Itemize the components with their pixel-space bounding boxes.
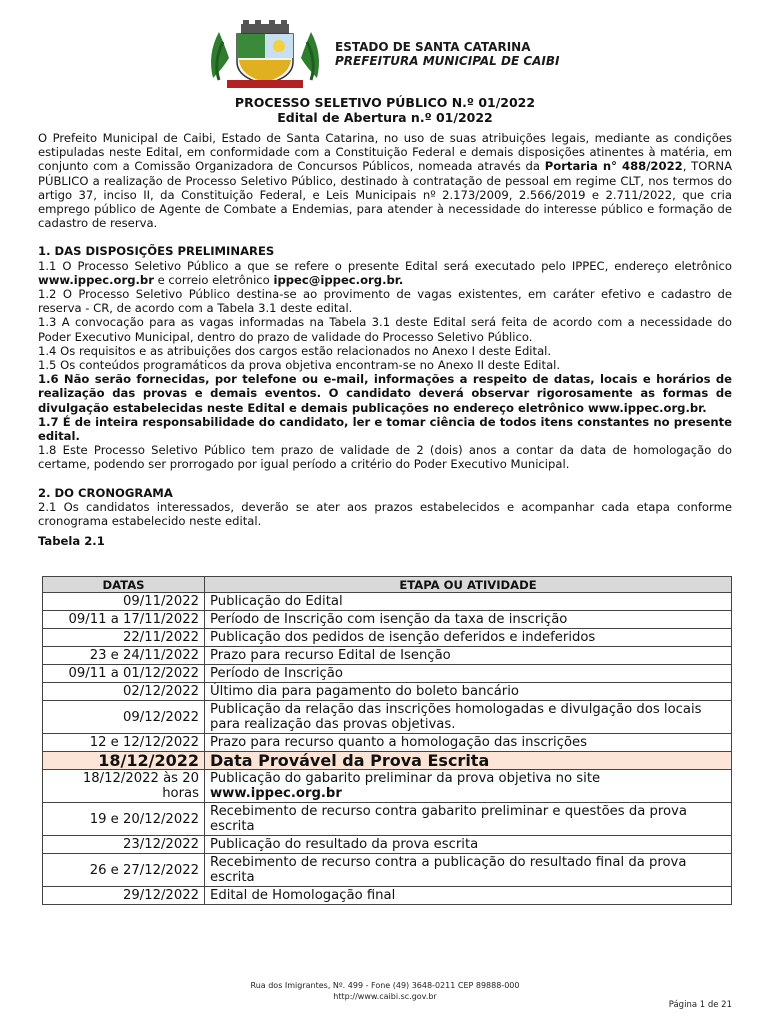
ippec-email-link[interactable]: ippec@ippec.org.br. — [273, 272, 404, 287]
table-row — [43, 836, 732, 854]
document-title — [0, 95, 770, 125]
row-date: 23 e 24/11/2022 — [43, 647, 205, 665]
org-prefecture: PREFEITURA MUNICIPAL DE CAIBI — [335, 54, 560, 68]
row-activity-text: Publicação do Edital — [210, 594, 343, 609]
table-row — [43, 734, 732, 752]
item-1-1-text: 1.1 O Processo Seletivo Público a que se refere o presente Edital será executado pelo IPPEC, endereço eletrônico — [38, 258, 732, 273]
row-activity-text: Publicação dos pedidos de isenção deferidos e indeferidos — [210, 630, 596, 645]
intro-text-end: , TORNA PÚBLICO a realização de Processo Seletivo Público, destinado à contratação de pessoal em regime CLT, nos termos do artigo 37, inciso II, da Constituição Federal, e Leis Municipais nº 2.173/2009, 2.566/2019 e 2.711/2022, que cria emprego público de Agente de Combate a Endemias, para atender à necessidade do interesse público e formação de cadastro de reserva. — [38, 159, 732, 231]
item-1-3: 1.3 A convocação para as vagas informadas na Tabela 3.1 deste Edital será feita de acordo com a necessidade do Poder Executivo Municipal, dentro do prazo de validade do Processo Seletivo Público. — [38, 315, 732, 344]
row-activity — [205, 854, 732, 887]
row-activity-text: Data Provável da Prova Escrita — [210, 751, 490, 770]
row-activity-text: Recebimento de recurso contra gabarito preliminar e questões da prova escrita — [210, 804, 687, 834]
table-row — [43, 770, 732, 803]
item-1-7: 1.7 É de inteira responsabilidade do candidato, ler e tomar ciência de todos itens constantes no presente edital. — [38, 414, 732, 444]
page-footer — [0, 980, 770, 1002]
footer-site[interactable]: http://www.caibi.sc.gov.br — [333, 992, 437, 1001]
item-1-1-text-b: e correio eletrônico — [153, 272, 274, 287]
table-header-row — [43, 577, 732, 593]
header-dates: DATAS — [43, 577, 205, 593]
process-title: PROCESSO SELETIVO PÚBLICO N.º 01/2022 — [234, 95, 536, 110]
document-body — [38, 131, 732, 548]
item-2-1: 2.1 Os candidatos interessados, deverão se ater aos prazos estabelecidos e acompanhar cada etapa conforme cronograma estabelecido neste edital. — [38, 499, 732, 529]
row-activity — [205, 734, 732, 752]
row-activity — [205, 770, 732, 803]
row-activity-text: Prazo para recurso Edital de Isenção — [210, 648, 451, 663]
table-row — [43, 683, 732, 701]
item-1-5: 1.5 Os conteúdos programáticos da prova objetiva encontram-se no Anexo II deste Edital. — [38, 358, 561, 373]
row-activity — [205, 887, 732, 905]
row-activity-text: Edital de Homologação final — [210, 888, 396, 903]
schedule-table — [42, 576, 732, 905]
row-date: 09/11/2022 — [43, 593, 205, 611]
edital-title: Edital de Abertura n.º 01/2022 — [277, 110, 493, 125]
row-date: 12 e 12/12/2022 — [43, 734, 205, 752]
row-activity — [205, 683, 732, 701]
row-activity — [205, 803, 732, 836]
row-date: 23/12/2022 — [43, 836, 205, 854]
row-activity — [205, 665, 732, 683]
row-activity — [205, 701, 732, 734]
table-row — [43, 593, 732, 611]
row-activity-link[interactable]: www.ippec.org.br — [210, 786, 342, 801]
row-date: 09/12/2022 — [43, 701, 205, 734]
row-date: 09/11 a 17/11/2022 — [43, 611, 205, 629]
table-row — [43, 887, 732, 905]
item-1-8: 1.8 Este Processo Seletivo Público tem prazo de validade de 2 (dois) anos a contar da data de homologação do certame, podendo ser prorrogado por igual período a critério do Poder Executivo Municipal. — [38, 443, 732, 472]
row-activity — [205, 752, 732, 770]
item-1-1 — [38, 259, 732, 287]
row-activity-text: Último dia para pagamento do boleto bancário — [210, 684, 519, 699]
row-activity-text: Publicação do resultado da prova escrita — [210, 837, 479, 852]
table-row — [43, 701, 732, 734]
row-activity — [205, 647, 732, 665]
item-1-6: 1.6 Não serão fornecidas, por telefone ou e-mail, informações a respeito de datas, locais e horários de realização das provas e demais eventos. O candidato deverá observar rigorosamente as formas de divulgação estabelecidas neste Edital e demais publicações no endereço eletrônico www.ippec.org.br. — [38, 372, 732, 415]
row-activity-text: Período de Inscrição com isenção da taxa de inscrição — [210, 612, 568, 627]
row-date: 18/12/2022 — [43, 752, 205, 770]
row-activity — [205, 593, 732, 611]
table-row — [43, 803, 732, 836]
table-row — [43, 647, 732, 665]
row-activity-text: Publicação da relação das inscrições homologadas e divulgação dos locais para realização das provas objetivas. — [210, 702, 702, 732]
row-activity-text: Prazo para recurso quanto a homologação das inscrições — [210, 735, 587, 750]
row-date: 18/12/2022 às 20 horas — [43, 770, 205, 803]
table-row — [43, 752, 732, 770]
footer-address: Rua dos Imigrantes, Nº. 499 - Fone (49) 3648-0211 CEP 89888-000 — [250, 981, 520, 990]
schedule-rows — [43, 593, 732, 905]
row-activity-text: Período de Inscrição — [210, 666, 343, 681]
intro-paragraph — [38, 131, 732, 230]
section-2-heading: 2. DO CRONOGRAMA — [38, 485, 173, 500]
row-date: 02/12/2022 — [43, 683, 205, 701]
item-1-4: 1.4 Os requisitos e as atribuições dos cargos estão relacionados no Anexo I deste Edital. — [38, 343, 552, 358]
ippec-site-link[interactable]: www.ippec.org.br — [38, 272, 154, 287]
header-activity: ETAPA OU ATIVIDADE — [205, 577, 732, 593]
org-state: ESTADO DE SANTA CATARINA — [335, 40, 531, 54]
row-activity — [205, 836, 732, 854]
letterhead — [205, 18, 585, 90]
municipal-crest-icon — [205, 18, 325, 90]
item-1-2: 1.2 O Processo Seletivo Público destina-se ao provimento de vagas existentes, em caráter efetivo e cadastro de reserva - CR, de acordo com a Tabela 3.1 deste edital. — [38, 287, 732, 316]
row-activity-text: Recebimento de recurso contra a publicação do resultado final da prova escrita — [210, 855, 687, 885]
row-activity — [205, 629, 732, 647]
row-activity — [205, 611, 732, 629]
row-date: 26 e 27/12/2022 — [43, 854, 205, 887]
page-number: Página 1 de 21 — [668, 1000, 732, 1010]
row-date: 29/12/2022 — [43, 887, 205, 905]
row-activity-text: Publicação do gabarito preliminar da prova objetiva no site — [210, 771, 601, 786]
section-1-heading: 1. DAS DISPOSIÇÕES PRELIMINARES — [38, 244, 275, 259]
row-date: 09/11 a 01/12/2022 — [43, 665, 205, 683]
table-row — [43, 629, 732, 647]
row-date: 19 e 20/12/2022 — [43, 803, 205, 836]
table-row — [43, 611, 732, 629]
organization-name — [335, 40, 560, 68]
table-row — [43, 665, 732, 683]
table-caption: Tabela 2.1 — [38, 534, 105, 549]
intro-text: O Prefeito Municipal de Caibi, Estado de Santa Catarina, no uso de suas atribuições legais, mediante as condições estipuladas neste Edital, em conformidade com a Constituição Federal e demais disposições atinentes à matéria, em conjunto com a Comissão Organizadora de Concursos Públicos, nomeada através da — [38, 131, 732, 174]
table-row — [43, 854, 732, 887]
portaria-number: Portaria n° 488/2022 — [544, 159, 683, 174]
row-date: 22/11/2022 — [43, 629, 205, 647]
